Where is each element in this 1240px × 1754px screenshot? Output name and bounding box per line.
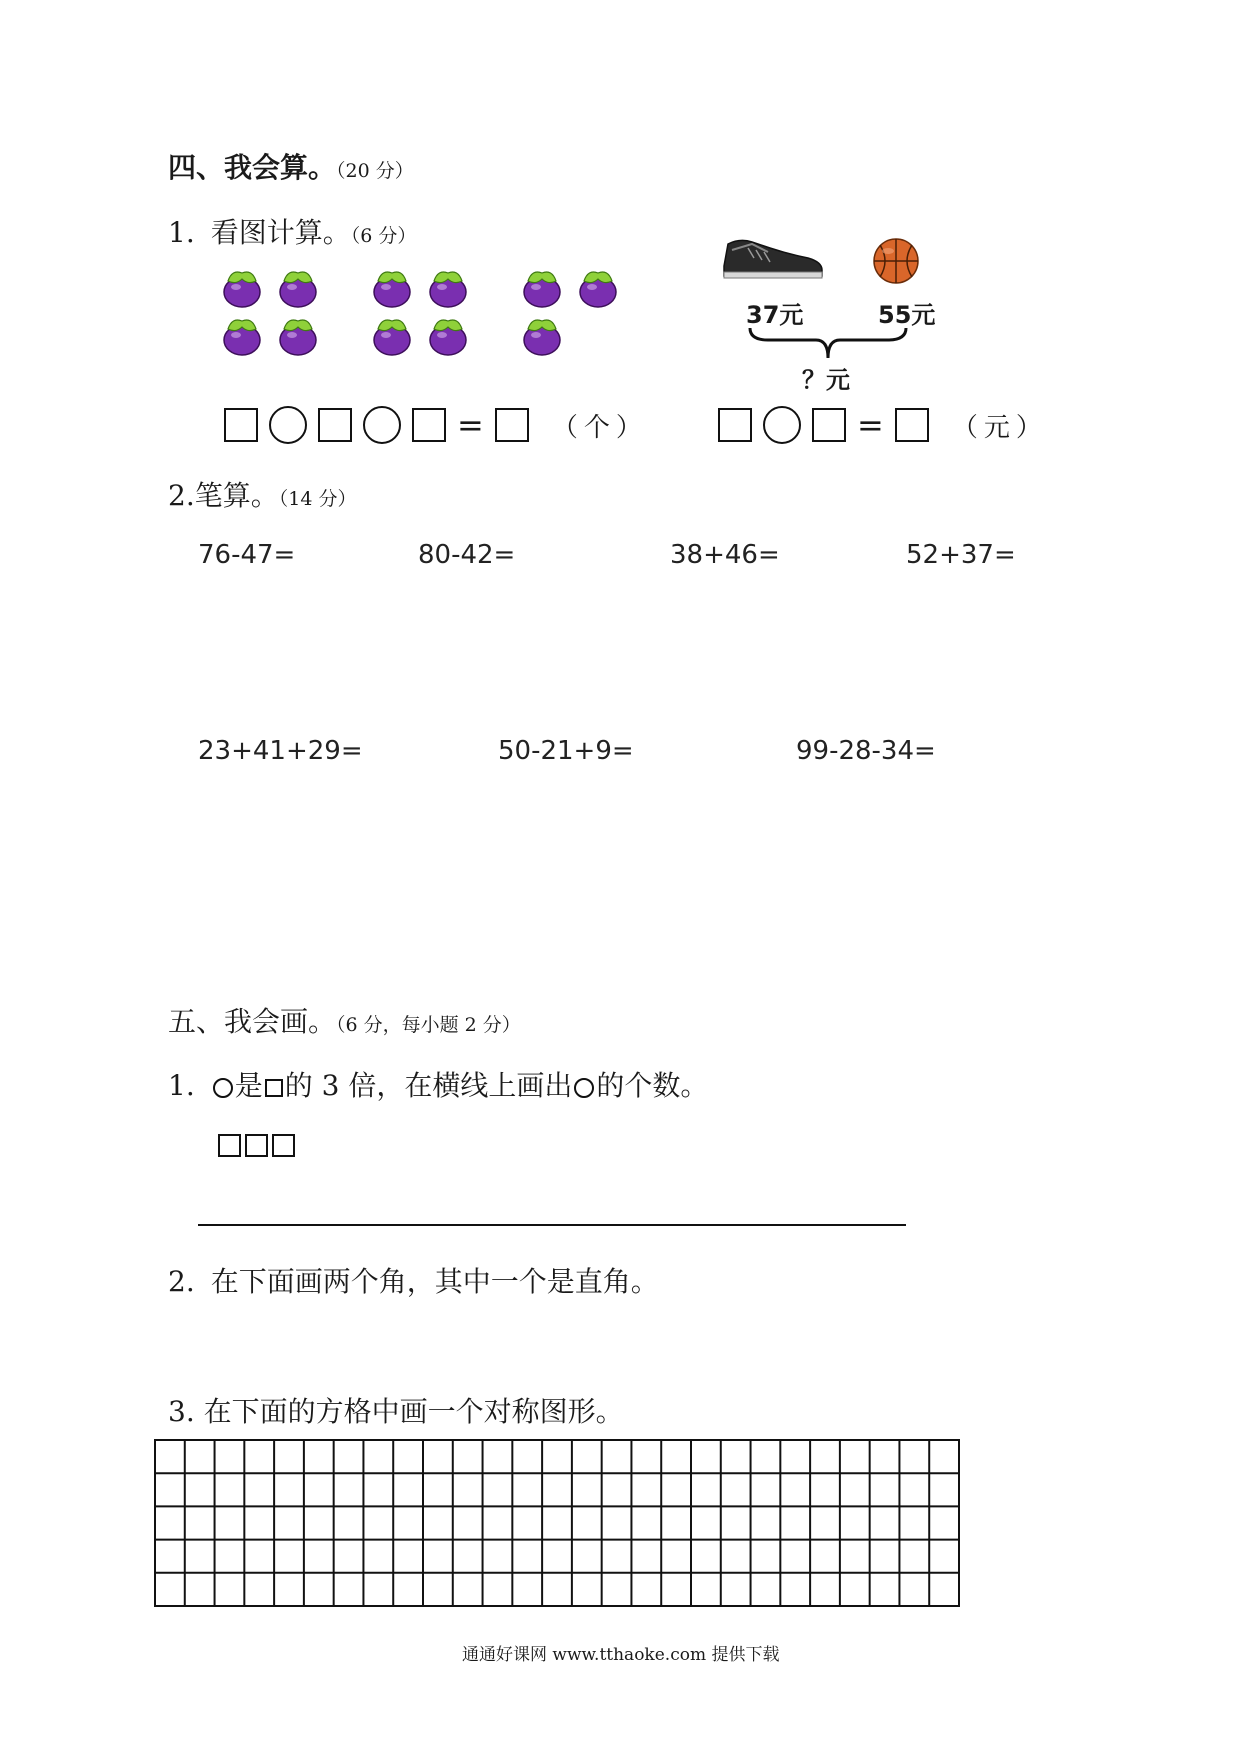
- calc-item: 80-42=: [418, 540, 516, 570]
- q2-text: 笔算。: [194, 479, 279, 512]
- left-equation: [224, 406, 648, 444]
- operator-circle[interactable]: [763, 406, 801, 444]
- q2-number: 2.: [168, 479, 195, 512]
- q1-number: 1.: [168, 216, 195, 249]
- mangosteen-icon: [280, 320, 316, 355]
- s5-q2-number: 2.: [168, 1265, 195, 1298]
- operator-circle[interactable]: [269, 406, 307, 444]
- circle-glyph: [213, 1078, 233, 1098]
- fruit-group-1: [224, 272, 316, 355]
- small-square: [245, 1134, 268, 1157]
- basketball-icon: [866, 236, 926, 286]
- s5-q1-number: 1.: [168, 1069, 195, 1102]
- equals-sign: =: [457, 406, 484, 444]
- mangosteen-icon: [224, 272, 260, 307]
- mangosteen-icon: [524, 320, 560, 355]
- mangosteen-icon: [430, 272, 466, 307]
- s5-q2-heading: [168, 1260, 659, 1300]
- right-equation: [718, 406, 1048, 444]
- shoe-icon: [718, 232, 828, 282]
- section4-title: 四、我会算。: [168, 151, 337, 184]
- square-row: [218, 1134, 299, 1157]
- calc-item: 38+46=: [670, 540, 780, 570]
- equals-sign: =: [857, 406, 884, 444]
- mangosteen-icon: [374, 272, 410, 307]
- calc-item: 76-47=: [198, 540, 296, 570]
- answer-box[interactable]: [495, 408, 529, 442]
- mangosteen-icon: [280, 272, 316, 307]
- q1-score: （6 分）: [350, 225, 417, 247]
- left-unit: （个）: [551, 412, 648, 443]
- answer-box[interactable]: [318, 408, 352, 442]
- calc-item: 52+37=: [906, 540, 1016, 570]
- section5-score: （6 分，每小题 2 分）: [336, 1014, 521, 1036]
- q2-score: （14 分）: [278, 488, 357, 510]
- fruit-picture: [215, 265, 635, 365]
- calc-item: 99-28-34=: [796, 736, 936, 766]
- curly-brace: [748, 326, 908, 362]
- mangosteen-icon: [524, 272, 560, 307]
- answer-box[interactable]: [812, 408, 846, 442]
- q1-heading: [168, 211, 416, 251]
- ball-price: 55元: [878, 301, 936, 329]
- answer-box[interactable]: [412, 408, 446, 442]
- section4-heading: [168, 146, 414, 186]
- circle-glyph: [574, 1078, 594, 1098]
- s5-q1-part-b: 的 3 倍，在横线上画出: [284, 1069, 573, 1102]
- square-glyph: [265, 1079, 283, 1097]
- fruit-group-3: [524, 272, 616, 355]
- calc-item: 50-21+9=: [498, 736, 634, 766]
- operator-circle[interactable]: [363, 406, 401, 444]
- mangosteen-icon: [430, 320, 466, 355]
- section5-heading: [168, 1000, 521, 1040]
- small-square: [272, 1134, 295, 1157]
- mangosteen-icon: [374, 320, 410, 355]
- small-square: [218, 1134, 241, 1157]
- s5-q3-text: 3. 在下面的方格中画一个对称图形。: [168, 1395, 624, 1428]
- answer-box[interactable]: [224, 408, 258, 442]
- fruit-group-2: [374, 272, 466, 355]
- answer-line[interactable]: [198, 1224, 906, 1226]
- s5-q2-text: 在下面画两个角，其中一个是直角。: [210, 1265, 659, 1298]
- s5-q1-text: [168, 1064, 708, 1104]
- mangosteen-icon: [580, 272, 616, 307]
- q2-heading: [168, 474, 356, 514]
- q1-text: 看图计算。: [210, 216, 351, 249]
- s5-q1-part-c: 的个数。: [596, 1069, 709, 1102]
- grid-border: [155, 1440, 959, 1606]
- answer-box[interactable]: [718, 408, 752, 442]
- total-price-label: ？元: [802, 366, 850, 394]
- section4-score: （20 分）: [336, 160, 414, 182]
- footer-text: 通通好课网 www.tthaoke.com 提供下载: [462, 1645, 780, 1665]
- drawing-grid[interactable]: [153, 1438, 961, 1608]
- section5-title: 五、我会画。: [168, 1005, 337, 1038]
- calc-item: 23+41+29=: [198, 736, 363, 766]
- mangosteen-icon: [224, 320, 260, 355]
- right-unit: （元）: [951, 412, 1048, 443]
- s5-q1-part-a: 是: [234, 1069, 263, 1102]
- shoe-price: 37元: [746, 301, 804, 329]
- answer-box[interactable]: [895, 408, 929, 442]
